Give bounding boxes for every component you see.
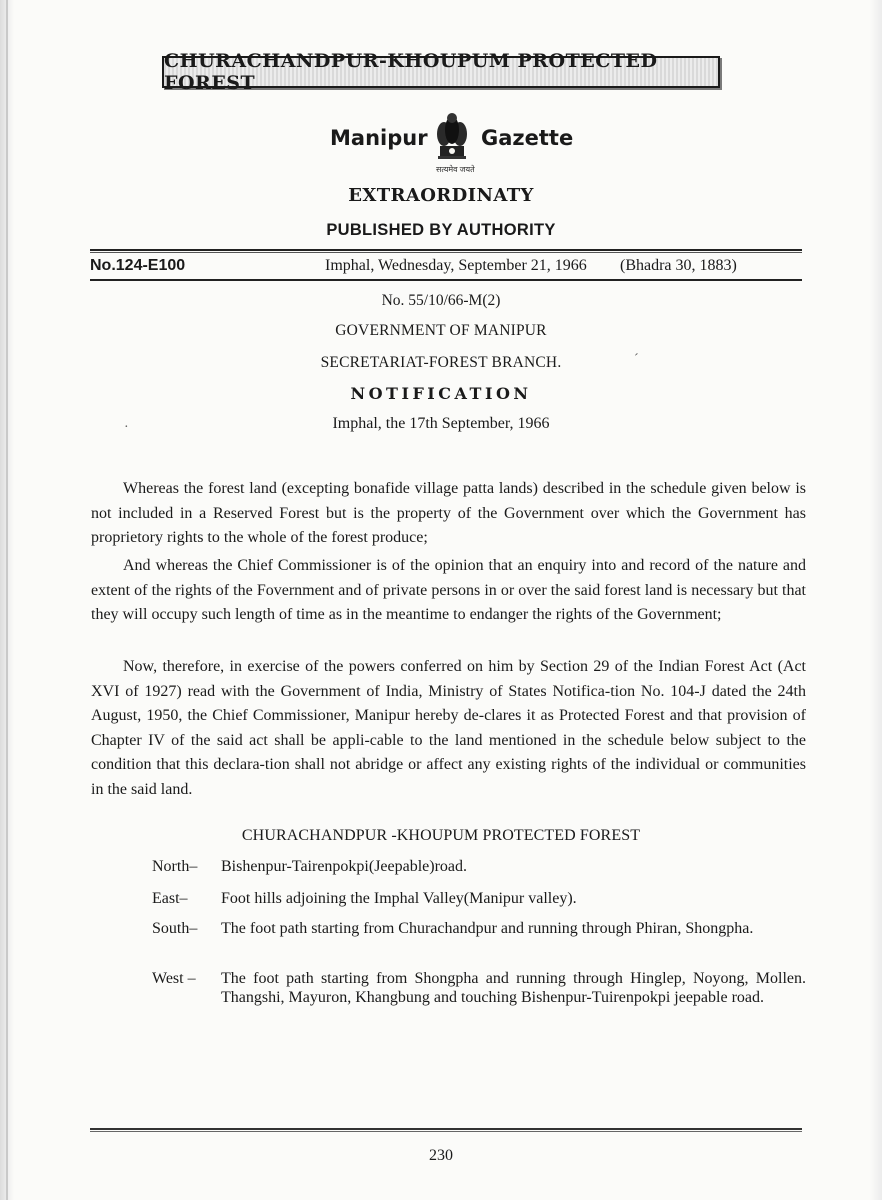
state-emblem-icon — [432, 106, 472, 172]
issue-number: No.124-E100 — [90, 257, 186, 274]
notification-place-date: Imphal, the 17th September, 1966 — [332, 415, 550, 432]
stray-mark: ˊ — [634, 352, 639, 367]
issue-rule — [90, 279, 802, 281]
department-branch: SECRETARIAT-FOREST BRANCH. — [320, 354, 562, 371]
top-rule — [90, 249, 802, 251]
paragraph-whereas: Whereas the forest land (excepting bonafide village patta lands) described in the schedule given below is not included in a Reserved Forest but is the property of the Government over which the Government has proprietory rights to the whole of the forest produce; — [91, 480, 806, 546]
paragraph-and-whereas: And whereas the Chief Commissioner is of the opinion that an enquiry into and record of the nature and extent of the rights of the Fovernment and of private persons in or over the said forest land is necessary but that they will occupy such length of time as in the meantime to endanger the rights of the Government; — [91, 557, 806, 623]
paragraph-now-therefore: Now, therefore, in exercise of the powers conferred on him by Section 29 of the Indian Forest Act (Act XVI of 1927) read with the Government of India, Ministry of States Notifica-tion No. 104-J dated the 24th August, 1950, the Chief Commissioner, Manipur hereby de-clares it as Protected Forest and that provision of Chapter IV of the said act shall be appli-cable to the land mentioned in the schedule below subject to the condition that this declara-tion shall not abridge or affect any existing rights of the individual or communities in the said land. — [91, 658, 806, 798]
page-spine — [6, 0, 8, 1200]
boundary-description: Bishenpur-Tairenpokpi(Jeepable)road. — [221, 858, 468, 875]
masthead-right: Gazette — [481, 126, 574, 150]
page-number: 230 — [429, 1147, 453, 1164]
issue-saka-date: (Bhadra 30, 1883) — [620, 257, 737, 274]
schedule-title: CHURACHANDPUR -KHOUPUM PROTECTED FOREST — [241, 827, 641, 844]
masthead-left: Manipur — [330, 126, 428, 150]
bottom-rule — [90, 1128, 802, 1130]
notification-heading: NOTIFICATION — [350, 384, 532, 403]
boundary-direction: West – — [152, 970, 196, 987]
title-banner — [162, 50, 720, 94]
published-by-authority: PUBLISHED BY AUTHORITY — [326, 221, 556, 239]
issue-date: Imphal, Wednesday, September 21, 1966 — [325, 257, 587, 274]
boundary-description: Foot hills adjoining the Imphal Valley(Manipur valley). — [221, 890, 577, 907]
bottom-rule-thin — [90, 1131, 802, 1132]
boundary-description: The foot path starting from Churachandpur and running through Phiran, Shongpha. — [221, 920, 754, 937]
notification-number: No. 55/10/66-M(2) — [381, 292, 501, 309]
extraordinary-heading: EXTRAORDINATY — [348, 185, 534, 206]
government-name: GOVERNMENT OF MANIPUR — [335, 322, 547, 339]
boundary-direction: East– — [152, 890, 188, 907]
stray-dot: · — [124, 420, 129, 435]
banner-title: CHURACHANDPUR-KHOUPUM PROTECTED FOREST — [164, 50, 658, 94]
boundary-direction: North– — [152, 858, 198, 875]
emblem-caption: सत्यमेव जयते — [436, 165, 475, 174]
top-rule-thin — [90, 252, 802, 253]
gazette-masthead — [0, 106, 882, 176]
boundary-description: The foot path starting from Shongpha and running through Hinglep, Noyong, Mollen. Thangshi, Mayuron, Khangbung and touching Bishenpur-Tuirenpokpi jeepable road. — [221, 970, 806, 1006]
boundary-direction: South– — [152, 920, 198, 937]
